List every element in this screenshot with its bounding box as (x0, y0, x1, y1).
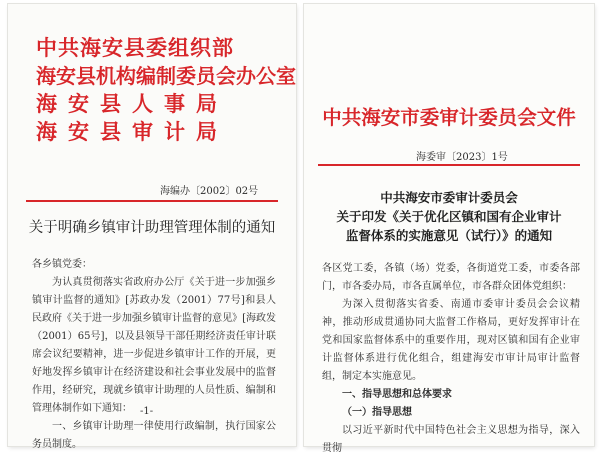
title-line-3: 监督体系的实施意见（试行）》的通知 (345, 228, 553, 243)
body-paragraph: 为认真贯彻落实省政府办公厅《关于进一步加强乡镇审计监督的通知》[苏政办发（2001）77号]和县人民政府《关于进一步加强乡镇审计监督的意见》[海政发（2001）65号]，以及县领导干部任期经济责任审计联席会议纪要精神，进一步促进乡镇审计工作的开展，更好地发挥乡镇审计在经济建设和社会事业发展中的监督作用，经研究，现就乡镇审计助理的人员性质、编制和管理体制作如下通知： (32, 277, 276, 414)
section-heading-1: 一、指导思想和总体要求 (342, 389, 452, 400)
body-tail: 以习近平新时代中国特色社会主义思想为指导，深入贯彻 (322, 425, 580, 454)
body-paragraph: 为深入贯彻落实省委、南通市委审计委员会会议精神，推动形成贯通协同大监督工作格局，更好发挥审计在党和国家监督体系中的重要作用，现对区镇和国有企业审计监督体系进行优化组合，组建海安市审计局审计监督组，制定本实施意见。 (322, 299, 580, 382)
left-document-page (8, 4, 296, 450)
document-number: 海委审〔2023〕1号 (416, 152, 508, 163)
item-1: 一、乡镇审计助理一律使用行政编制，执行国家公务员制度。 (32, 421, 276, 450)
subsection-heading-1: （一）指导思想 (342, 407, 412, 418)
document-body (322, 260, 580, 458)
document-body (32, 256, 276, 454)
title-line-1: 中共海安市委审计委员会 (380, 190, 518, 205)
page-number: -1- (140, 406, 154, 417)
red-separator-rule (318, 164, 580, 166)
title-line-2: 关于印发《关于优化区镇和国有企业审计 (336, 209, 562, 224)
document-title (314, 188, 584, 245)
issuer-line-staffing-office: 海安县机构编制委员会办公室 (36, 64, 296, 88)
document-title: 关于明确乡镇审计助理管理体制的通知 (28, 220, 276, 236)
issuer-line-audit-bureau: 海安县审计局 (36, 119, 228, 144)
document-number: 海编办〔2002〕02号 (160, 186, 259, 197)
document-header: 中共海安市委审计委员会文件 (322, 106, 576, 129)
red-separator-rule (26, 200, 278, 202)
right-document-page (304, 4, 594, 454)
issuer-line-personnel-bureau: 海安县人事局 (36, 91, 228, 116)
salutation: 各乡镇党委： (32, 259, 92, 270)
recipients: 各区党工委，各镇（场）党委，各街道党工委，市委各部门，市各委办局，市各直属单位，市各群众团体党组织： (322, 263, 580, 292)
issuer-line-organization-dept: 中共海安县委组织部 (36, 35, 234, 60)
